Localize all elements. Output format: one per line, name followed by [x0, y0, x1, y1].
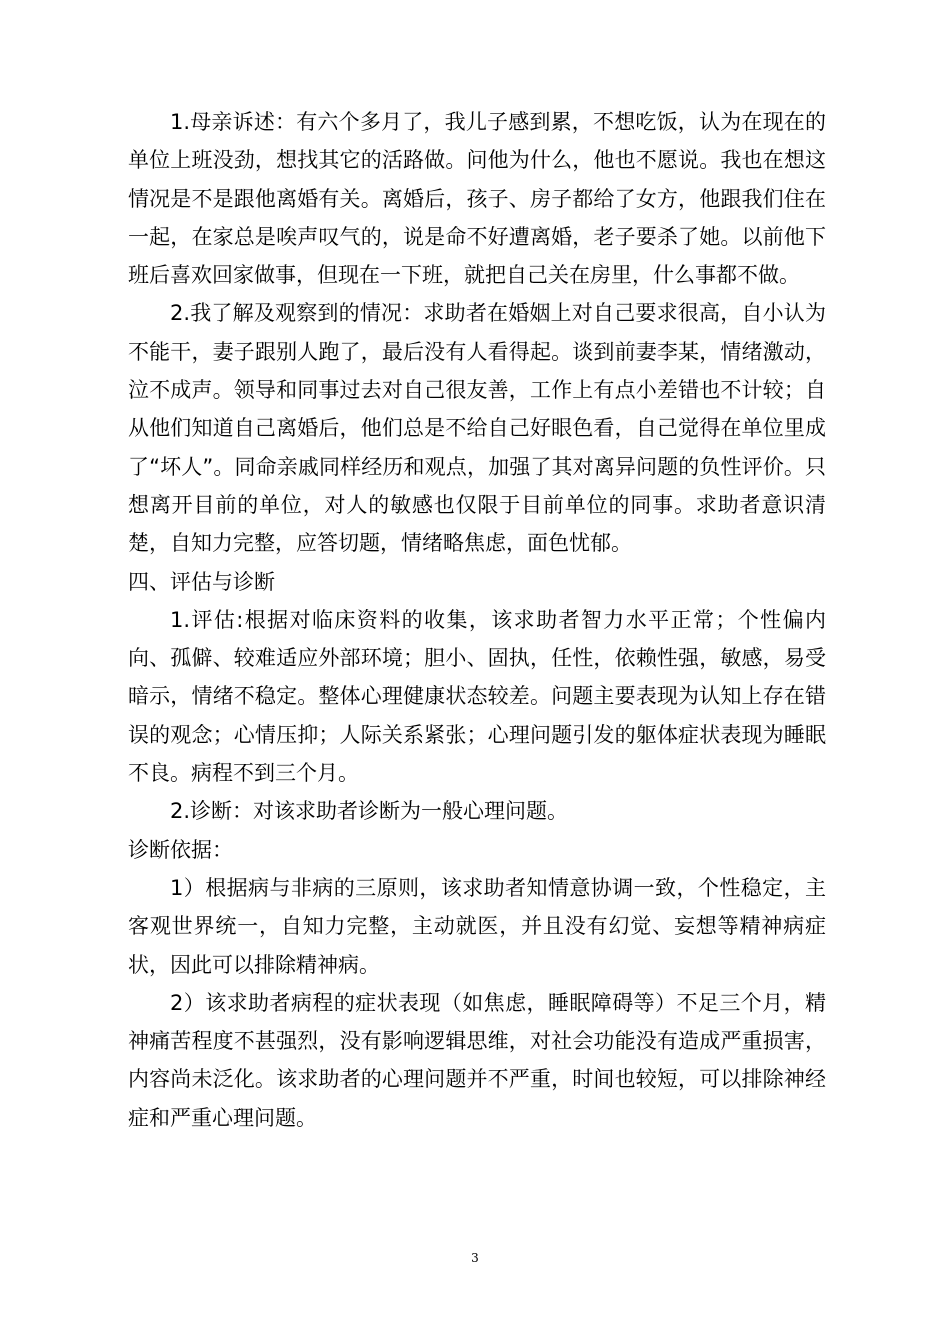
- paragraph-basis-2: 2）该求助者病程的症状表现（如焦虑，睡眠障碍等）不足三个月，精神痛苦程度不甚强烈，没有影响逻辑思维，对社会功能没有造成严重损害，内容尚未泛化。该求助者的心理问题并不严重，时间也较短，可以排除神经症和严重心理问题。: [128, 990, 826, 1130]
- paragraph-mother-statement: 1.母亲诉述：有六个多月了，我儿子感到累，不想吃饭，认为在现在的单位上班没劲，想找其它的活路做。问他为什么，他也不愿说。我也在想这情况是不是跟他离婚有关。离婚后，孩子、房子都给了女方，他跟我们住在一起，在家总是唉声叹气的，说是命不好遭离婚，老子要杀了她。以前他下班后喜欢回家做事，但现在一下班，就把自己关在房里，什么事都不做。: [128, 110, 826, 288]
- paragraph-diagnosis: 2.诊断：对该求助者诊断为一般心理问题。: [170, 799, 569, 824]
- page-number: 3: [471, 1251, 479, 1265]
- paragraph-observations: 2.我了解及观察到的情况：求助者在婚姻上对自己要求很高，自小认为不能干，妻子跟别人跑了，最后没有人看得起。谈到前妻李某，情绪激动，泣不成声。领导和同事过去对自己很友善，工作上有点小差错也不计较；自从他们知道自己离婚后，他们总是不给自己好眼色看，自己觉得在单位里成了“坏人”。同命亲戚同样经历和观点，加强了其对离异问题的负性评价。只想离开目前的单位，对人的敏感也仅限于目前单位的同事。求助者意识清楚，自知力完整，应答切题，情绪略焦虑，面色忧郁。: [128, 301, 826, 556]
- section-heading-assessment-diagnosis: 四、评估与诊断: [128, 569, 275, 594]
- document-body: [128, 103, 826, 1137]
- paragraph-basis-1: 1）根据病与非病的三原则，该求助者知情意协调一致，个性稳定，主客观世界统一，自知力完整，主动就医，并且没有幻觉、妄想等精神病症状，因此可以排除精神病。: [128, 875, 826, 977]
- diagnosis-basis-label: 诊断依据：: [128, 837, 233, 862]
- paragraph-assessment: 1.评估:根据对临床资料的收集，该求助者智力水平正常；个性偏内向、孤僻、较难适应外部环境；胆小、固执，任性，依赖性强，敏感，易受暗示，情绪不稳定。整体心理健康状态较差。问题主要表现为认知上存在错误的观念；心情压抑；人际关系紧张；心理问题引发的躯体症状表现为睡眠不良。病程不到三个月。: [128, 607, 826, 786]
